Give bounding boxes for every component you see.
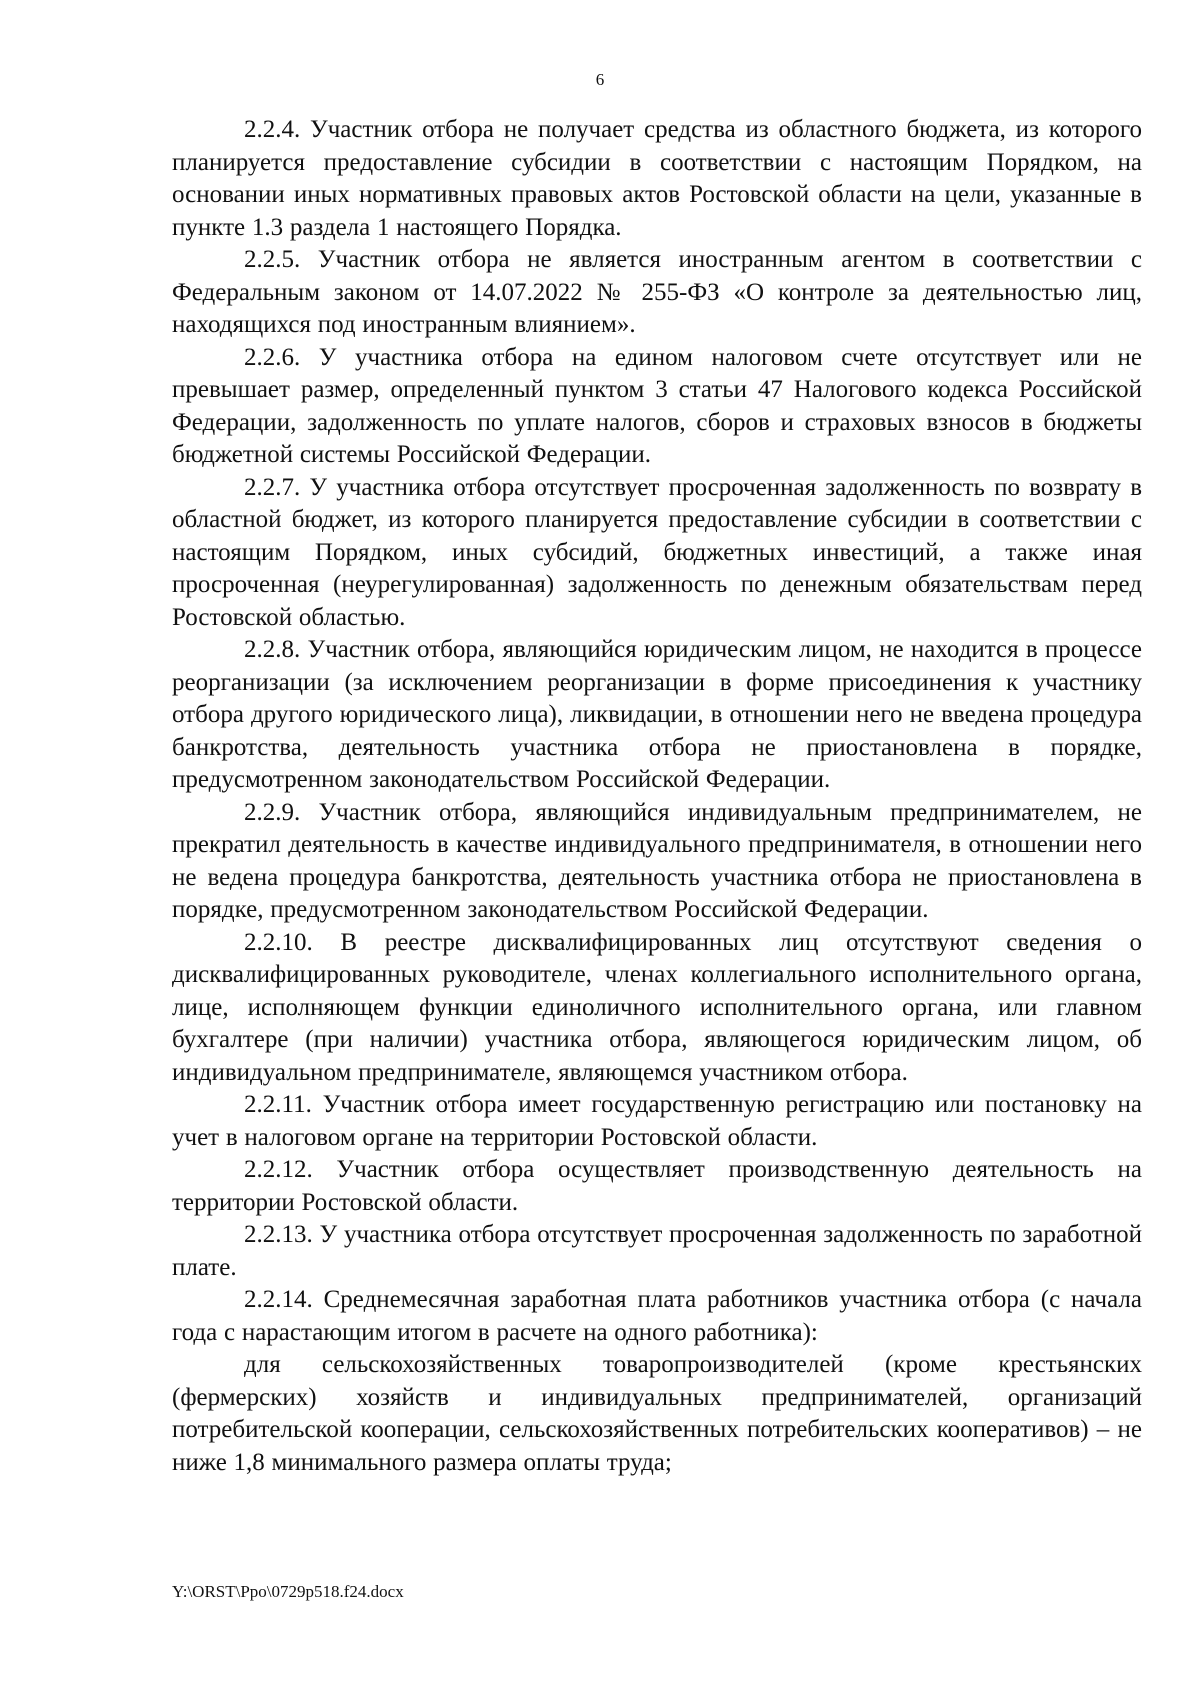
paragraph-2-2-13: 2.2.13. У участника отбора отсутствует просроченная задолженность по заработной плате.	[172, 1221, 1142, 1281]
paragraph-2-2-6: 2.2.6. У участника отбора на едином налоговом счете отсутствует или не превышает размер, определенный пунктом 3 статьи 47 Налогового кодекса Российской Федерации, задолженность по уплате налогов, сборов и страховых взносов в бюджеты бюджетной системы Российской Федерации.	[172, 343, 1142, 468]
paragraph-agricultural-producers: для сельскохозяйственных товаропроизводителей (кроме крестьянских (фермерских) хозяйств и индивидуальных предпринимателей, организаций потребительской кооперации, сельскохозяйственных потребительских кооперативов) – не ниже 1,8 минимального размера оплаты труда;	[172, 1351, 1142, 1476]
paragraph-2-2-14: 2.2.14. Среднемесячная заработная плата работников участника отбора (с начала года с нарастающим итогом в расчете на одного работника):	[172, 1286, 1142, 1346]
paragraph-2-2-11: 2.2.11. Участник отбора имеет государственную регистрацию или постановку на учет в налоговом органе на территории Ростовской области.	[172, 1091, 1142, 1151]
paragraph-2-2-7: 2.2.7. У участника отбора отсутствует просроченная задолженность по возврату в областной бюджет, из которого планируется предоставление субсидии в соответствии с настоящим Порядком, иных субсидий, бюджетных инвестиций, а также иная просроченная (неурегулированная) задолженность по денежным обязательствам перед Ростовской областью.	[172, 473, 1142, 631]
paragraph-2-2-10: 2.2.10. В реестре дисквалифицированных лиц отсутствуют сведения о дисквалифицированных руководителе, членах коллегиального исполнительного органа, лице, исполняющем функции единоличного исполнительного органа, или главном бухгалтере (при наличии) участника отбора, являющегося юридическим лицом, об индивидуальном предпринимателе, являющемся участником отбора.	[172, 928, 1142, 1086]
paragraph-2-2-12: 2.2.12. Участник отбора осуществляет производственную деятельность на территории Ростовской области.	[172, 1156, 1142, 1216]
page-number: 6	[595, 70, 605, 89]
paragraph-2-2-8: 2.2.8. Участник отбора, являющийся юридическим лицом, не находится в процессе реорганизации (за исключением реорганизации в форме присоединения к участнику отбора другого юридического лица), ликвидации, в отношении него не введена процедура банкротства, деятельность участника отбора не приостановлена в порядке, предусмотренном законодательством Российской Федерации.	[172, 636, 1142, 793]
footer-file-path: Y:\ORST\Ppo\0729p518.f24.docx	[172, 1582, 404, 1601]
paragraph-2-2-5: 2.2.5. Участник отбора не является иностранным агентом в соответствии с Федеральным законом от 14.07.2022 № 255-ФЗ «О контроле за деятельностью лиц, находящихся под иностранным влиянием».	[172, 246, 1142, 338]
paragraph-2-2-9: 2.2.9. Участник отбора, являющийся индивидуальным предпринимателем, не прекратил деятельность в качестве индивидуального предпринимателя, в отношении него не ведена процедура банкротства, деятельность участника отбора не приостановлена в порядке, предусмотренном законодательством Российской Федерации.	[172, 798, 1142, 923]
paragraph-2-2-4: 2.2.4. Участник отбора не получает средства из областного бюджета, из которого планируется предоставление субсидии в соответствии с настоящим Порядком, на основании иных нормативных правовых актов Ростовской области на цели, указанные в пункте 1.3 раздела 1 настоящего Порядка.	[172, 116, 1142, 241]
document-body	[172, 114, 1142, 1479]
